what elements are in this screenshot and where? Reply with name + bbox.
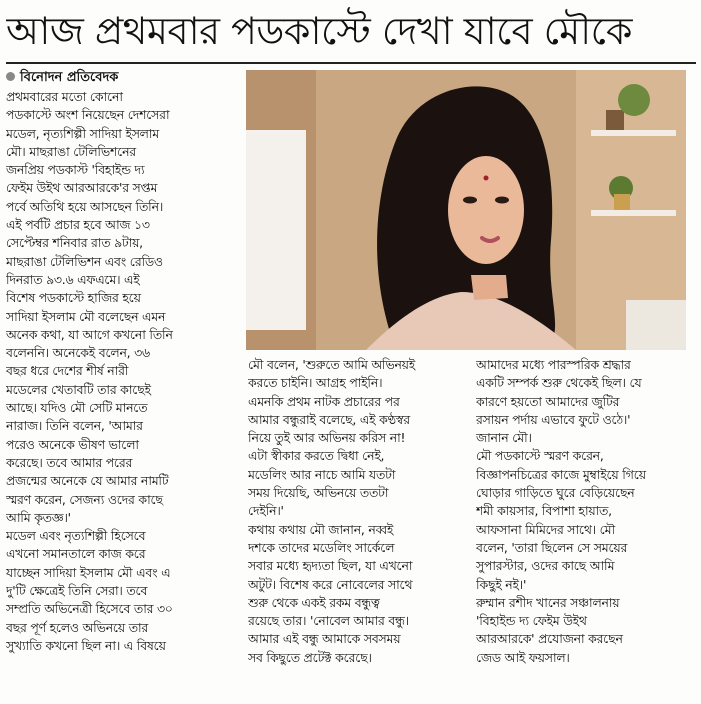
bullet-icon xyxy=(6,72,15,81)
headline-divider xyxy=(6,62,696,64)
article-column-1: প্রথমবারের মতো কোনো পডকাস্টে অংশ নিয়েছেন দেশসেরা মডেল, নৃত্যশিল্পী সাদিয়া ইসলাম মৌ। মাছরাঙা টেলিভিশনের জনপ্রিয় পডকাস্ট 'বিহাইন্ড দ্য ফেইম উইথ আরআরকে'র সপ্তম পর্বে অতিথি হয়ে আসছেন তিনি। এই পর্বটি প্রচার হবে আজ ১৩ সেপ্টেম্বর শনিবার রাত ৯টায়, মাছরাঙা টেলিভিশন এবং রেডিও দিনরাত ৯৩.৬ এফএমে। এই বিশেষ পডকাস্টে হাজির হয়ে সাদিয়া ইসলাম মৌ বলেছেন এমন অনেক কথা, যা আগে কখনো তিনি বলেননি। অনেকেই বলেন, ৩৬ বছর ধরে দেশের শীর্ষ নারী মডেলের খেতাবটি তার কাছেই আছে। যদিও মৌ সেটি মানতে নারাজ। তিনি বলেন, 'আমার পরেও অনেকে ভীষণ ভালো করেছে। তবে আমার পরের প্রজন্মের অনেকে যে আমার নামটি স্মরণ করেন, সেজন্য ওদের কাছে আমি কৃতজ্ঞ।' মডেল এবং নৃত্যশিল্পী হিসেবে এখনো সমানতালে কাজ করে যাচ্ছেন সাদিয়া ইসলাম মৌ এবং এ দু'টি ক্ষেত্রেই তিনি সেরা। তবে সম্প্রতি অভিনেত্রী হিসেবে তার ৩০ বছর পূর্ণ হলেও অভিনয়ে তার সুখ্যাতি কখনো ছিল না। এ বিষয়ে xyxy=(6,89,173,653)
article-column-3: আমাদের মধ্যে পারস্পরিক শ্রদ্ধার একটি সম্পর্ক শুরু থেকেই ছিল। যে কারণে হয়তো আমাদের জুটির রসায়ন পর্দায় এভাবে ফুটে ওঠে।' জানান মৌ। মৌ পডকাস্টে স্মরণ করেন, বিজ্ঞাপনচিত্রের কাজে মুম্বাইয়ে গিয়ে ঘোড়ার গাড়িতে ঘুরে বেড়িয়েছেন শমী কায়সার, বিপাশা হায়াত, আফসানা মিমিদের সাথে। মৌ বলেন, 'তারা ছিলেন সে সময়ের সুপারস্টার, ওদের কাছে আমি কিছুই নই।' রুম্মান রশীদ খানের সঞ্চালনায় 'বিহাইন্ড দ্য ফেইম উইথ আরআরকে' প্রযোজনা করছেন জেড আই ফয়সাল। xyxy=(476,357,646,665)
article-byline xyxy=(6,68,238,88)
portrait-illustration xyxy=(246,70,686,350)
byline-text: বিনোদন প্রতিবেদক xyxy=(20,70,119,85)
article-column-2: মৌ বলেন, 'শুরুতে আমি অভিনয়ই করতে চাইনি। আগ্রহ পাইনি। এমনকি প্রথম নাটক প্রচারের পর আমার বন্ধুরাই বলেছে, এই কণ্ঠস্বর নিয়ে তুই আর অভিনয় করিস না! এটা স্বীকার করতে দ্বিধা নেই, মডেলিং আর নাচে আমি যতটা সময় দিয়েছি, অভিনয়ে ততটা দেইনি।' কথায় কথায় মৌ জানান, নব্বই দশকে তাদের মডেলিং সার্কেলে সবার মধ্যে হৃদ্যতা ছিল, যা এখনো অটুট। বিশেষ করে নোবেলের সাথে শুরু থেকে একই রকম বন্ধুত্ব রয়েছে তার। 'নোবেল আমার বন্ধু। আমার এই বন্ধু আমাকে সবসময় সব কিছুতে প্রটেক্ট করেছে। xyxy=(248,357,416,665)
article-photo xyxy=(246,70,686,350)
article-headline: আজ প্রথমবার পডকাস্টে দেখা যাবে মৌকে xyxy=(6,9,632,53)
